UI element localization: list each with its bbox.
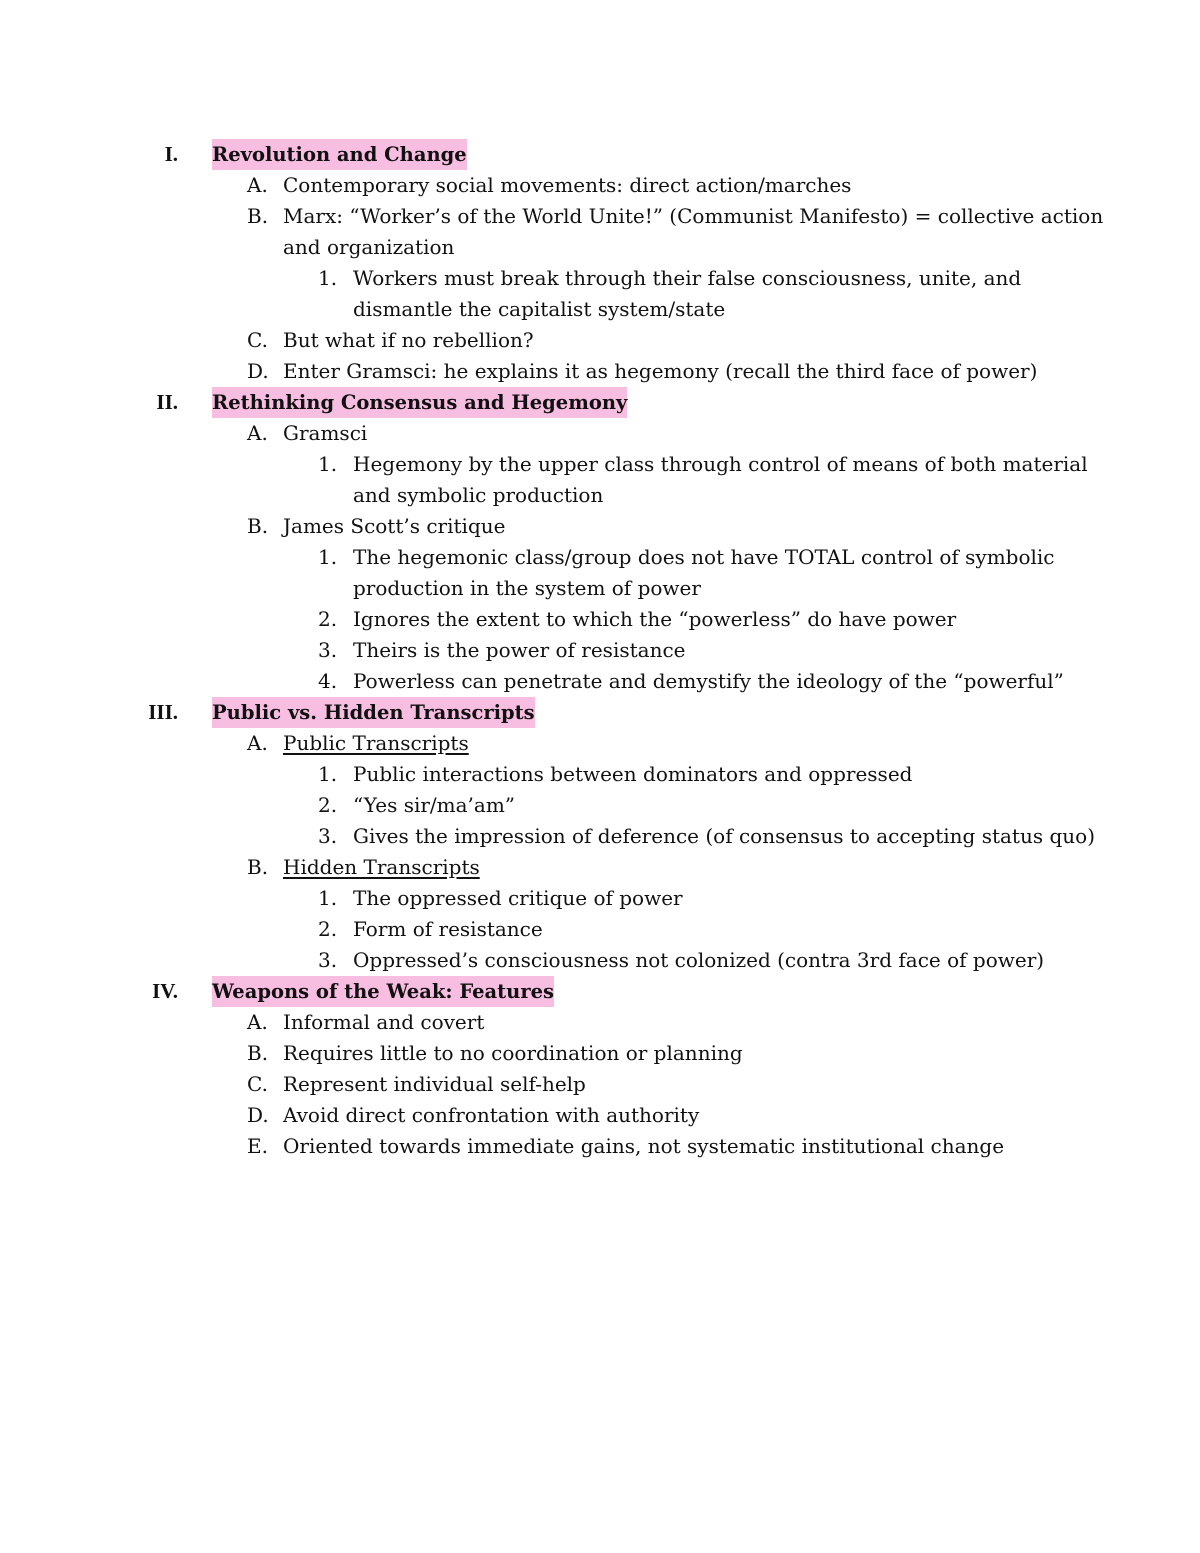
sub-item-number: 2.	[318, 793, 338, 817]
sub-item-number: 3.	[318, 638, 338, 662]
item-letter: A.	[247, 421, 268, 445]
item-text: and organization	[283, 235, 455, 259]
sub-item-number: 1.	[318, 545, 338, 569]
sub-item-text: Hegemony by the upper class through control of means of both material	[353, 452, 1088, 476]
sub-item-text: Public interactions between dominators and oppressed	[353, 762, 913, 786]
item-letter: B.	[247, 514, 269, 538]
sub-item	[0, 604, 1200, 635]
sub-item	[0, 480, 1200, 511]
item-letter: B.	[247, 204, 269, 228]
sub-item	[0, 542, 1200, 573]
section-title: Revolution and Change	[212, 139, 467, 170]
item-text: Represent individual self-help	[283, 1072, 586, 1096]
item-text: Enter Gramsci: he explains it as hegemony (recall the third face of power)	[283, 359, 1038, 383]
section-numeral: III.	[148, 700, 178, 724]
item-letter: C.	[247, 1072, 268, 1096]
sub-item-text: Gives the impression of deference (of consensus to accepting status quo)	[353, 824, 1095, 848]
sub-item-text: The oppressed critique of power	[353, 886, 683, 910]
sub-item-number: 4.	[318, 669, 338, 693]
outline-item	[0, 356, 1200, 387]
section-heading	[0, 139, 1200, 170]
section-title: Public vs. Hidden Transcripts	[212, 697, 535, 728]
sub-item-number: 3.	[318, 948, 338, 972]
sub-item	[0, 635, 1200, 666]
sub-item-text: Powerless can penetrate and demystify the ideology of the “powerful”	[353, 669, 1064, 693]
item-letter: D.	[247, 1103, 269, 1127]
sub-item-number: 2.	[318, 607, 338, 631]
item-text: Requires little to no coordination or planning	[283, 1041, 743, 1065]
sub-item	[0, 759, 1200, 790]
section-numeral: IV.	[152, 979, 178, 1003]
item-text: Marx: “Worker’s of the World Unite!” (Communist Manifesto) = collective action	[283, 204, 1104, 228]
document-outline	[0, 139, 1200, 1162]
section-title: Rethinking Consensus and Hegemony	[212, 387, 627, 418]
item-letter: D.	[247, 359, 269, 383]
sub-item-text: dismantle the capitalist system/state	[353, 297, 726, 321]
outline-item	[0, 418, 1200, 449]
outline-item	[0, 325, 1200, 356]
outline-item	[0, 1069, 1200, 1100]
sub-item	[0, 263, 1200, 294]
outline-item	[0, 170, 1200, 201]
sub-item-number: 1.	[318, 762, 338, 786]
sub-item	[0, 821, 1200, 852]
sub-item-number: 1.	[318, 886, 338, 910]
item-text: But what if no rebellion?	[283, 328, 534, 352]
item-letter: B.	[247, 855, 269, 879]
item-letter: A.	[247, 173, 268, 197]
sub-item-number: 1.	[318, 266, 338, 290]
section-heading	[0, 976, 1200, 1007]
outline-item	[0, 1131, 1200, 1162]
outline-item	[0, 1100, 1200, 1131]
sub-item-text: and symbolic production	[353, 483, 604, 507]
sub-item	[0, 945, 1200, 976]
outline-item	[0, 852, 1200, 883]
sub-item	[0, 790, 1200, 821]
sub-item	[0, 449, 1200, 480]
outline-item	[0, 1038, 1200, 1069]
sub-item-number: 3.	[318, 824, 338, 848]
item-text: Avoid direct confrontation with authority	[283, 1103, 700, 1127]
item-text: Contemporary social movements: direct action/marches	[283, 173, 852, 197]
section-numeral: II.	[156, 390, 178, 414]
sub-item-text: Workers must break through their false consciousness, unite, and	[353, 266, 1022, 290]
outline-item	[0, 728, 1200, 759]
item-text: Hidden Transcripts	[283, 855, 480, 879]
outline-item	[0, 232, 1200, 263]
item-text: Oriented towards immediate gains, not systematic institutional change	[283, 1134, 1005, 1158]
section-heading	[0, 697, 1200, 728]
item-text: Informal and covert	[283, 1010, 485, 1034]
sub-item-number: 1.	[318, 452, 338, 476]
sub-item-text: The hegemonic class/group does not have TOTAL control of symbolic	[353, 545, 1055, 569]
sub-item	[0, 883, 1200, 914]
sub-item-text: Oppressed’s consciousness not colonized (contra 3rd face of power)	[353, 948, 1045, 972]
sub-item-text: production in the system of power	[353, 576, 701, 600]
sub-item	[0, 573, 1200, 604]
section-numeral: I.	[164, 142, 178, 166]
outline-item	[0, 1007, 1200, 1038]
sub-item	[0, 914, 1200, 945]
sub-item-text: “Yes sir/ma’am”	[353, 793, 516, 817]
item-letter: E.	[247, 1134, 268, 1158]
item-text: Public Transcripts	[283, 731, 469, 755]
item-letter: C.	[247, 328, 268, 352]
sub-item-text: Form of resistance	[353, 917, 543, 941]
section-title: Weapons of the Weak: Features	[212, 976, 554, 1007]
item-text: Gramsci	[283, 421, 368, 445]
sub-item	[0, 666, 1200, 697]
item-letter: A.	[247, 731, 268, 755]
item-text: James Scott’s critique	[283, 514, 506, 538]
item-letter: A.	[247, 1010, 268, 1034]
section-heading	[0, 387, 1200, 418]
item-letter: B.	[247, 1041, 269, 1065]
sub-item-text: Theirs is the power of resistance	[353, 638, 686, 662]
sub-item-text: Ignores the extent to which the “powerless” do have power	[353, 607, 957, 631]
outline-item	[0, 201, 1200, 232]
sub-item	[0, 294, 1200, 325]
sub-item-number: 2.	[318, 917, 338, 941]
outline-item	[0, 511, 1200, 542]
